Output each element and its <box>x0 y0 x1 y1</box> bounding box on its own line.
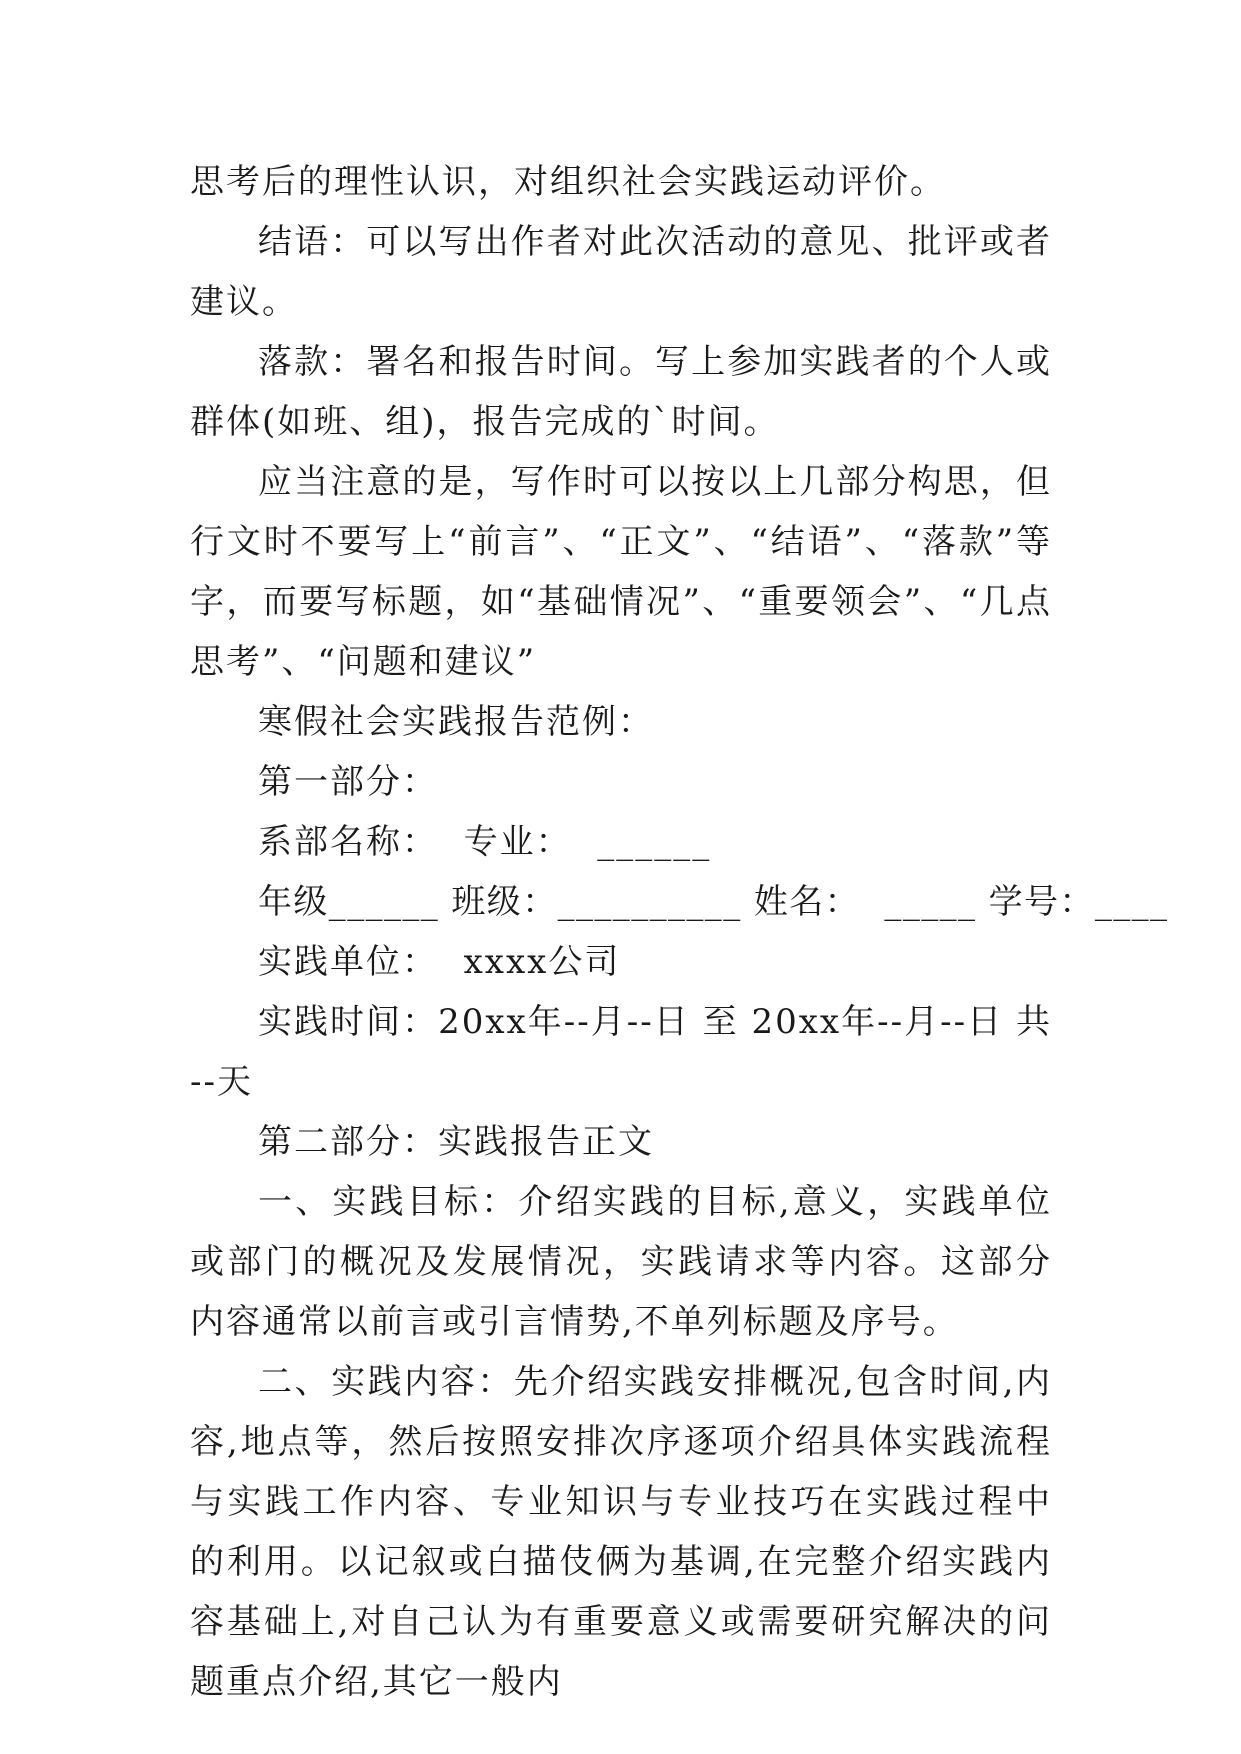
document-body <box>190 152 1169 1712</box>
paragraph-conclusion: 结语：可以写出作者对此次活动的意见、批评或者建议。 <box>190 222 1052 322</box>
paragraph-section-one: 一、实践目标：介绍实践的目标,意义，实践单位或部门的概况及发展情况，实践请求等内容。这部分内容通常以前言或引言情势,不单列标题及序号。 <box>190 1182 1052 1342</box>
paragraph-signature: 落款：署名和报告时间。写上参加实践者的个人或群体(如班、组)，报告完成的`时间。 <box>190 342 1052 442</box>
form-line-department: 系部名称： 专业： ______ <box>258 822 712 862</box>
paragraph-continuation: 思考后的理性认识，对组织社会实践运动评价。 <box>190 162 946 202</box>
paragraph-part-one: 第一部分： <box>258 762 438 802</box>
paragraph-part-two: 第二部分：实践报告正文 <box>258 1122 654 1162</box>
form-line-practice-unit: 实践单位： xxxx公司 <box>258 942 621 982</box>
paragraph-example-heading: 寒假社会实践报告范例： <box>258 702 654 742</box>
paragraph-section-two: 二、实践内容：先介绍实践安排概况,包含时间,内容,地点等，然后按照安排次序逐项介绍具体实践流程与实践工作内容、专业知识与专业技巧在实践过程中的利用。以记叙或白描伎俩为基调,在完整介绍实践内容基础上,对自己认为有重要意义或需要研究解决的问题重点介绍,其它一般内 <box>190 1362 1052 1702</box>
form-line-practice-time: 实践时间：20xx年--月--日 至 20xx年--月--日 共 --天 <box>190 1002 1052 1102</box>
paragraph-note: 应当注意的是，写作时可以按以上几部分构思，但行文时不要写上“前言”、“正文”、“结语”、“落款”等字，而要写标题，如“基础情况”、“重要领会”、“几点思考”、“问题和建议” <box>190 462 1052 682</box>
form-line-grade-class: 年级______ 班级：__________ 姓名： _____ 学号：____ <box>258 882 1169 922</box>
